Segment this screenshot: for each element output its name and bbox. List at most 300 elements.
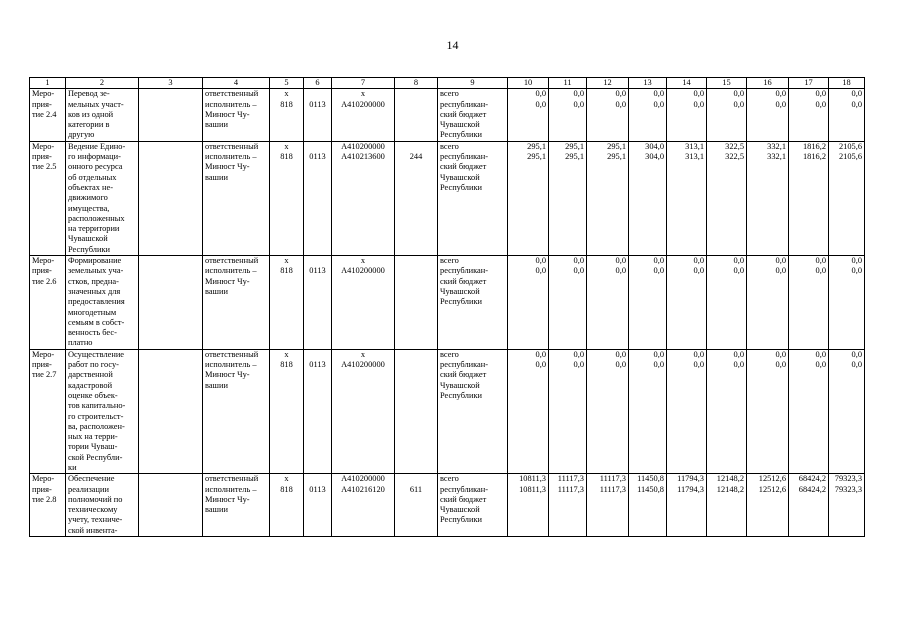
cell-line: Перевод зе- (68, 89, 110, 99)
grbs-code-cell (270, 474, 304, 537)
value: 0,0 (693, 256, 704, 266)
value-cell-col-17 (789, 256, 829, 350)
cell-line: платно (68, 338, 93, 348)
value-cell-col-17 (789, 141, 829, 255)
cell-line: А410200000 (341, 474, 385, 484)
value: 2105,6 (838, 152, 862, 162)
cell-line: Меро- (32, 349, 55, 359)
cell-line: 0113 (309, 484, 326, 494)
value: 0,0 (775, 360, 786, 370)
value-cell-col-10 (508, 89, 549, 141)
cell-line: движимого (68, 193, 108, 203)
cell-line: Минюст Чу- (205, 494, 250, 504)
section-code-cell (304, 141, 332, 255)
cell-line: тие 2.5 (32, 162, 57, 172)
value-cell-col-18 (829, 141, 865, 255)
cell-line: Республики (440, 130, 483, 140)
value: 0,0 (573, 349, 584, 359)
table-row (30, 256, 865, 350)
cell-line: ский бюджет (440, 109, 487, 119)
header-cell-2: 2 (66, 78, 139, 89)
cell-line: А410200000 (341, 99, 385, 109)
cell-line: ответственный (205, 141, 259, 151)
cell-line: другую (68, 130, 95, 140)
value: 0,0 (615, 99, 626, 109)
activity-number-cell (30, 256, 66, 350)
value: 79323,3 (834, 484, 862, 494)
cell-line: вашии (205, 380, 228, 390)
cell-line: республикан- (440, 360, 489, 370)
cell-line: ных на терри- (68, 432, 118, 442)
cell-line: венность бес- (68, 328, 117, 338)
section-code-cell (304, 256, 332, 350)
activity-number-cell (30, 474, 66, 537)
cell-line (397, 360, 435, 370)
cell-line: Республики (440, 390, 483, 400)
value: 0,0 (535, 256, 546, 266)
value-cell-col-15 (707, 141, 747, 255)
value-cell-col-13 (629, 89, 667, 141)
value: 0,0 (733, 349, 744, 359)
cell-line: значенных для (68, 286, 121, 296)
executor-cell (203, 256, 270, 350)
value: 0,0 (851, 349, 862, 359)
cell-line: многодетным (68, 307, 117, 317)
value: 0,0 (653, 99, 664, 109)
cell-line (306, 474, 329, 484)
cell-line: ответственный (205, 256, 259, 266)
value: 0,0 (615, 89, 626, 99)
cell-line (306, 350, 329, 360)
cell-line: Чувашской (440, 380, 480, 390)
section-code-cell (304, 89, 332, 141)
cell-line: Республики (440, 515, 483, 525)
cell-line: предоставления (68, 297, 125, 307)
cell-line: ответственный (205, 89, 259, 99)
activity-name-cell (66, 349, 139, 474)
cell-line: ков из одной (68, 109, 114, 119)
value: 332,1 (767, 141, 786, 151)
value: 0,0 (653, 89, 664, 99)
cell-line: прия- (32, 360, 52, 370)
value: 79323,3 (834, 474, 862, 484)
cell-line: x (360, 349, 366, 359)
cell-line: объектах не- (68, 182, 113, 192)
value: 295,1 (527, 152, 546, 162)
value: 12512,6 (758, 484, 786, 494)
cell-line: учету, техниче- (68, 515, 123, 525)
cell-line: всего (440, 256, 459, 266)
cell-line (397, 142, 435, 152)
value-cell-col-11 (549, 256, 587, 350)
value: 0,0 (733, 266, 744, 276)
cell-line: исполнитель – (205, 360, 257, 370)
cell-line: ский бюджет (440, 494, 487, 504)
cell-line: работ по госу- (68, 360, 119, 370)
value: 11117,3 (557, 484, 584, 494)
value: 0,0 (573, 99, 584, 109)
value: 0,0 (573, 89, 584, 99)
value: 0,0 (775, 89, 786, 99)
cell-line: Меро- (32, 141, 55, 151)
cell-line: ответственный (205, 349, 259, 359)
value-cell-col-15 (707, 474, 747, 537)
value-cell-col-16 (747, 349, 789, 474)
cell-line (397, 350, 435, 360)
grbs-code-cell (270, 349, 304, 474)
value: 0,0 (653, 256, 664, 266)
cell-line: реализации (68, 484, 109, 494)
cell-line: ский бюджет (440, 162, 487, 172)
cell-line: расположенных (68, 213, 125, 223)
cell-line: онного ресурса (68, 162, 123, 172)
header-cell-14: 14 (667, 78, 707, 89)
value: 12148,2 (716, 484, 744, 494)
value: 0,0 (535, 99, 546, 109)
cell-line: x (284, 89, 289, 99)
funding-source-cell (438, 141, 508, 255)
cell-line: 0113 (309, 152, 326, 162)
value-cell-col-14 (667, 349, 707, 474)
value: 11794,3 (677, 474, 704, 484)
cell-line: кадастровой (68, 380, 113, 390)
value-cell-col-10 (508, 474, 549, 537)
header-cell-12: 12 (587, 78, 629, 89)
executor-cell (203, 141, 270, 255)
value: 0,0 (851, 89, 862, 99)
value: 0,0 (615, 266, 626, 276)
budget-table (29, 77, 865, 537)
cell-line: Минюст Чу- (205, 276, 250, 286)
cell-line: всего (440, 474, 459, 484)
cell-line: Республики (68, 244, 111, 254)
cell-line: тории Чуваш- (68, 442, 118, 452)
value: 68424,2 (798, 474, 826, 484)
value: 12148,2 (716, 474, 744, 484)
cell-line: вашии (205, 120, 228, 130)
cell-line: 818 (280, 266, 293, 276)
cell-line: 818 (280, 484, 293, 494)
cell-line: республикан- (440, 152, 489, 162)
value-cell-col-16 (747, 89, 789, 141)
cell-line: тие 2.8 (32, 494, 57, 504)
cell-line: дарственной (68, 370, 113, 380)
value: 304,0 (645, 152, 664, 162)
value: 295,1 (607, 152, 626, 162)
cell-line: Чувашской (68, 234, 108, 244)
cell-line: ской инвента- (68, 525, 118, 535)
value: 0,0 (775, 256, 786, 266)
value-cell-col-13 (629, 474, 667, 537)
cell-line: Республики (440, 297, 483, 307)
value: 12512,6 (758, 474, 786, 484)
value: 322,5 (725, 152, 744, 162)
value: 0,0 (615, 349, 626, 359)
cell-line: на территории (68, 224, 120, 234)
cell-line: Меро- (32, 89, 55, 99)
value: 295,1 (607, 141, 626, 151)
cell-line: 818 (280, 99, 293, 109)
cell-line: земельных уча- (68, 266, 124, 276)
cell-line (397, 474, 435, 484)
value: 0,0 (653, 266, 664, 276)
value-cell-col-10 (508, 349, 549, 474)
target-code-cell (332, 141, 395, 255)
value: 304,0 (645, 141, 664, 151)
cell-line: 818 (280, 152, 293, 162)
cell-line: исполнитель – (205, 152, 257, 162)
header-cell-10: 10 (508, 78, 549, 89)
value-cell-col-12 (587, 349, 629, 474)
executor-cell (203, 89, 270, 141)
value: 313,1 (685, 141, 704, 151)
cell-line (397, 100, 435, 110)
value: 0,0 (775, 349, 786, 359)
value: 10811,3 (519, 484, 546, 494)
value: 0,0 (693, 89, 704, 99)
value: 0,0 (775, 99, 786, 109)
cell-line: Республики (440, 182, 483, 192)
expense-type-cell (395, 349, 438, 474)
header-cell-7: 7 (332, 78, 395, 89)
cell-line: прия- (32, 484, 52, 494)
value: 11117,3 (599, 484, 626, 494)
value: 0,0 (573, 256, 584, 266)
cell-line: 0113 (309, 266, 326, 276)
value: 0,0 (535, 266, 546, 276)
value: 11450,8 (637, 474, 664, 484)
cell-line: Минюст Чу- (205, 162, 250, 172)
cell-line: ской Республи- (68, 452, 123, 462)
value: 295,1 (565, 152, 584, 162)
funding-source-cell (438, 474, 508, 537)
value: 0,0 (815, 99, 826, 109)
value: 0,0 (535, 349, 546, 359)
cell-line: го информаци- (68, 152, 121, 162)
cell-line (397, 256, 435, 266)
header-row (30, 78, 865, 89)
value: 0,0 (851, 99, 862, 109)
cell-line: Осуществление (68, 349, 125, 359)
target-code-cell (332, 89, 395, 141)
value: 0,0 (653, 360, 664, 370)
value-cell-col-11 (549, 474, 587, 537)
header-cell-13: 13 (629, 78, 667, 89)
cell-line: исполнитель – (205, 266, 257, 276)
value: 0,0 (693, 266, 704, 276)
cell-line: стков, предна- (68, 276, 119, 286)
value-cell-col-11 (549, 89, 587, 141)
value: 0,0 (535, 89, 546, 99)
cell-line: А410216120 (341, 484, 385, 494)
cell-line: прия- (32, 266, 52, 276)
cell-line (306, 89, 329, 99)
empty-cell (139, 141, 203, 255)
cell-line: тие 2.4 (32, 109, 57, 119)
cell-line: прия- (32, 152, 52, 162)
grbs-code-cell (270, 256, 304, 350)
value: 313,1 (685, 152, 704, 162)
cell-line (397, 89, 435, 99)
cell-line: 0113 (309, 360, 326, 370)
value: 0,0 (733, 360, 744, 370)
section-code-cell (304, 349, 332, 474)
value: 0,0 (815, 360, 826, 370)
value-cell-col-16 (747, 141, 789, 255)
value-cell-col-11 (549, 141, 587, 255)
cell-line: А410200000 (341, 360, 385, 370)
header-cell-6: 6 (304, 78, 332, 89)
header-cell-11: 11 (549, 78, 587, 89)
cell-line: x (284, 349, 289, 359)
target-code-cell (332, 474, 395, 537)
cell-line: x (284, 141, 289, 151)
value-cell-col-15 (707, 349, 747, 474)
value-cell-col-16 (747, 256, 789, 350)
cell-line: Меро- (32, 474, 55, 484)
activity-name-cell (66, 256, 139, 350)
value: 2105,6 (838, 141, 862, 151)
funding-source-cell (438, 349, 508, 474)
cell-line: тов капитально- (68, 401, 126, 411)
value: 0,0 (733, 256, 744, 266)
activity-name-cell (66, 474, 139, 537)
cell-line: исполнитель – (205, 99, 257, 109)
cell-line: полномочий по (68, 494, 123, 504)
value-cell-col-16 (747, 474, 789, 537)
cell-line: Чувашской (440, 286, 480, 296)
expense-type-cell (395, 256, 438, 350)
value: 0,0 (573, 360, 584, 370)
value-cell-col-10 (508, 141, 549, 255)
cell-line: всего (440, 349, 459, 359)
grbs-code-cell (270, 141, 304, 255)
cell-line: оценке объек- (68, 390, 118, 400)
cell-line: x (360, 89, 366, 99)
grbs-code-cell (270, 89, 304, 141)
value: 11117,3 (557, 474, 584, 484)
value-cell-col-18 (829, 89, 865, 141)
value-cell-col-17 (789, 474, 829, 537)
cell-line: республикан- (440, 99, 489, 109)
value-cell-col-13 (629, 349, 667, 474)
expense-type-cell (395, 89, 438, 141)
cell-line: 0113 (309, 99, 326, 109)
value: 0,0 (851, 360, 862, 370)
header-cell-1: 1 (30, 78, 66, 89)
cell-line (306, 256, 329, 266)
value-cell-col-12 (587, 256, 629, 350)
header-cell-8: 8 (395, 78, 438, 89)
value-cell-col-18 (829, 349, 865, 474)
cell-line: А410200000 (341, 266, 385, 276)
value: 0,0 (815, 256, 826, 266)
cell-line: техническому (68, 505, 118, 515)
table-row (30, 474, 865, 537)
value-cell-col-17 (789, 89, 829, 141)
cell-line: Ведение Едино- (68, 141, 126, 151)
value: 0,0 (693, 99, 704, 109)
cell-line: мельных участ- (68, 99, 124, 109)
cell-line: x (360, 256, 366, 266)
executor-cell (203, 474, 270, 537)
value-cell-col-10 (508, 256, 549, 350)
value-cell-col-12 (587, 89, 629, 141)
value: 11450,8 (637, 484, 664, 494)
header-cell-4: 4 (203, 78, 270, 89)
value-cell-col-18 (829, 256, 865, 350)
cell-line: Минюст Чу- (205, 109, 250, 119)
cell-line: республикан- (440, 266, 489, 276)
cell-line: тие 2.6 (32, 276, 57, 286)
value-cell-col-14 (667, 141, 707, 255)
value: 0,0 (775, 266, 786, 276)
header-cell-16: 16 (747, 78, 789, 89)
cell-line: 611 (409, 484, 423, 494)
value: 332,1 (767, 152, 786, 162)
cell-line: Обеспечение (68, 474, 115, 484)
value: 0,0 (733, 99, 744, 109)
table-row (30, 89, 865, 141)
cell-line: ский бюджет (440, 276, 487, 286)
cell-line: x (284, 256, 289, 266)
cell-line: 244 (409, 152, 423, 162)
cell-line: ки (68, 462, 77, 472)
empty-cell (139, 349, 203, 474)
value-cell-col-11 (549, 349, 587, 474)
header-cell-17: 17 (789, 78, 829, 89)
cell-line: Меро- (32, 256, 55, 266)
executor-cell (203, 349, 270, 474)
cell-line: го строительст- (68, 411, 124, 421)
cell-line: прия- (32, 99, 52, 109)
value: 0,0 (693, 349, 704, 359)
section-code-cell (304, 474, 332, 537)
activity-name-cell (66, 89, 139, 141)
value: 0,0 (815, 266, 826, 276)
expense-type-cell (395, 474, 438, 537)
target-code-cell (332, 256, 395, 350)
value-cell-col-15 (707, 89, 747, 141)
value-cell-col-12 (587, 474, 629, 537)
table-row (30, 349, 865, 474)
value: 11794,3 (677, 484, 704, 494)
activity-name-cell (66, 141, 139, 255)
cell-line: имущества, (68, 203, 110, 213)
activity-number-cell (30, 141, 66, 255)
cell-line: Чувашской (440, 505, 480, 515)
value-cell-col-14 (667, 89, 707, 141)
value: 0,0 (693, 360, 704, 370)
funding-source-cell (438, 89, 508, 141)
cell-line: ответственный (205, 474, 259, 484)
value: 0,0 (815, 89, 826, 99)
value-cell-col-17 (789, 349, 829, 474)
cell-line: вашии (205, 505, 228, 515)
funding-source-cell (438, 256, 508, 350)
value-cell-col-14 (667, 256, 707, 350)
cell-line: семьям в собст- (68, 317, 125, 327)
cell-line: Формирование (68, 256, 122, 266)
value-cell-col-14 (667, 474, 707, 537)
cell-line (306, 142, 329, 152)
empty-cell (139, 89, 203, 141)
empty-cell (139, 474, 203, 537)
expense-type-cell (395, 141, 438, 255)
cell-line (397, 266, 435, 276)
header-cell-9: 9 (438, 78, 508, 89)
cell-line: А410213600 (341, 152, 385, 162)
